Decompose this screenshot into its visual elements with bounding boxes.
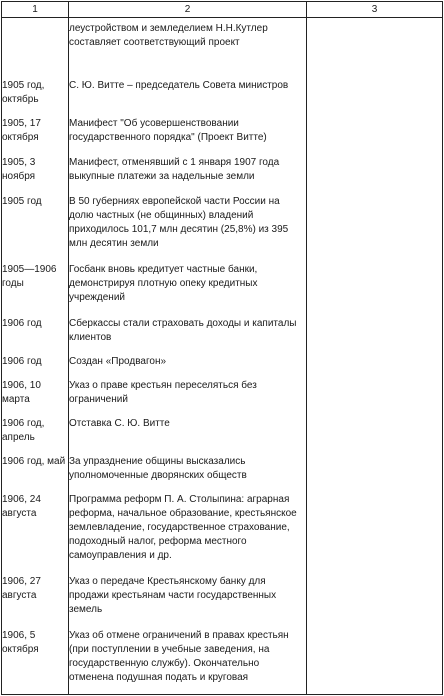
date-cell <box>2 156 69 195</box>
event-text: Указ о передаче Крестьянскому банку для продажи крестьянам части государственных земель <box>69 575 277 615</box>
note-cell <box>307 417 443 455</box>
event-text: Создан «Продвагон» <box>69 355 167 367</box>
table-header-row <box>2 2 443 18</box>
note-cell <box>307 379 443 417</box>
note-cell <box>307 195 443 263</box>
date-text: 1906, 24 августа <box>2 493 41 519</box>
event-cell <box>69 117 307 156</box>
date-text: 1905, 17 октября <box>2 117 41 143</box>
date-text: 1906 год, апрель <box>2 417 45 443</box>
note-cell <box>307 629 443 695</box>
column-header-2: 2 <box>69 2 307 18</box>
event-cell <box>69 417 307 455</box>
event-cell <box>69 195 307 263</box>
date-cell <box>2 455 69 493</box>
event-text: Манифест, отменявший с 1 января 1907 года выкупные платежи за надельные земли <box>69 156 280 182</box>
note-cell <box>307 18 443 79</box>
note-cell <box>307 455 443 493</box>
date-text: 1906 год, май <box>2 455 66 467</box>
event-cell <box>69 18 307 79</box>
table-row <box>2 156 443 195</box>
date-cell <box>2 317 69 355</box>
date-cell <box>2 18 69 79</box>
event-text: В 50 губерниях европейской части России на долю частных (не общинных) владений приходилось 101,7 млн десятин (25,8%) из 395 млн десятин земли <box>69 195 289 249</box>
event-cell <box>69 79 307 117</box>
date-cell <box>2 417 69 455</box>
date-text: 1906, 27 августа <box>2 575 41 601</box>
table-row <box>2 117 443 156</box>
date-text: 1906 год <box>2 317 42 329</box>
table-row <box>2 629 443 695</box>
event-cell <box>69 355 307 379</box>
event-text: Госбанк вновь кредитует частные банки, демонстрируя плотную опеку кредитных учреждений <box>69 263 258 303</box>
event-text: Программа реформ П. А. Столыпина: аграрная реформа, начальное образование, крестьянское землевладение, государственное страхование, подоходный налог, реформа местного самоуправления и др. <box>69 493 297 561</box>
date-cell <box>2 79 69 117</box>
table-row <box>2 195 443 263</box>
note-cell <box>307 317 443 355</box>
table-row <box>2 575 443 629</box>
event-cell <box>69 455 307 493</box>
date-text: 1905—1906 годы <box>2 263 57 289</box>
date-cell <box>2 493 69 575</box>
table-row <box>2 493 443 575</box>
date-text: 1906 год <box>2 355 42 367</box>
note-cell <box>307 117 443 156</box>
event-cell <box>69 629 307 695</box>
note-cell <box>307 156 443 195</box>
note-cell <box>307 493 443 575</box>
event-text: Указ о праве крестьян переселяться без ограничений <box>69 379 257 405</box>
table-row <box>2 18 443 79</box>
table-row <box>2 263 443 317</box>
event-cell <box>69 379 307 417</box>
date-text: 1906, 10 марта <box>2 379 41 405</box>
note-cell <box>307 79 443 117</box>
date-cell <box>2 195 69 263</box>
event-cell <box>69 263 307 317</box>
date-cell <box>2 575 69 629</box>
date-text: 1906, 5 октября <box>2 629 39 655</box>
event-text: леустройством и земледелием Н.Н.Кутлер составляет соответствующий проект <box>69 23 268 48</box>
date-cell <box>2 629 69 695</box>
date-cell <box>2 355 69 379</box>
event-text: Сберкассы стали страховать доходы и капиталы клиентов <box>69 317 297 343</box>
event-text: За упразднение общины высказались уполномоченные дворянских обществ <box>69 455 247 481</box>
event-text: Отставка С. Ю. Витте <box>69 417 170 429</box>
table-row <box>2 455 443 493</box>
event-cell <box>69 317 307 355</box>
table-row <box>2 317 443 355</box>
event-text: Указ об отмене ограничений в правах крестьян (при поступлении в учебные заведения, на государственную службу). Окончательно отменена подушная подать и круговая <box>69 629 289 683</box>
note-cell <box>307 263 443 317</box>
note-cell <box>307 355 443 379</box>
note-cell <box>307 575 443 629</box>
chronology-table <box>1 1 443 695</box>
date-cell <box>2 117 69 156</box>
table-row <box>2 379 443 417</box>
event-text: Манифест "Об усовершенствовании государственного порядка" (Проект Витте) <box>69 117 267 143</box>
date-cell <box>2 263 69 317</box>
date-text: 1905 год <box>2 195 42 207</box>
event-cell <box>69 575 307 629</box>
table-row <box>2 79 443 117</box>
table-row <box>2 355 443 379</box>
event-cell <box>69 156 307 195</box>
date-text: 1905 год, октябрь <box>2 79 45 105</box>
event-text: С. Ю. Витте – председатель Совета министров <box>69 79 289 91</box>
column-header-3: 3 <box>307 2 443 18</box>
column-header-1: 1 <box>2 2 69 18</box>
date-cell <box>2 379 69 417</box>
table-row <box>2 417 443 455</box>
event-cell <box>69 493 307 575</box>
date-text: 1905, 3 ноября <box>2 156 36 182</box>
